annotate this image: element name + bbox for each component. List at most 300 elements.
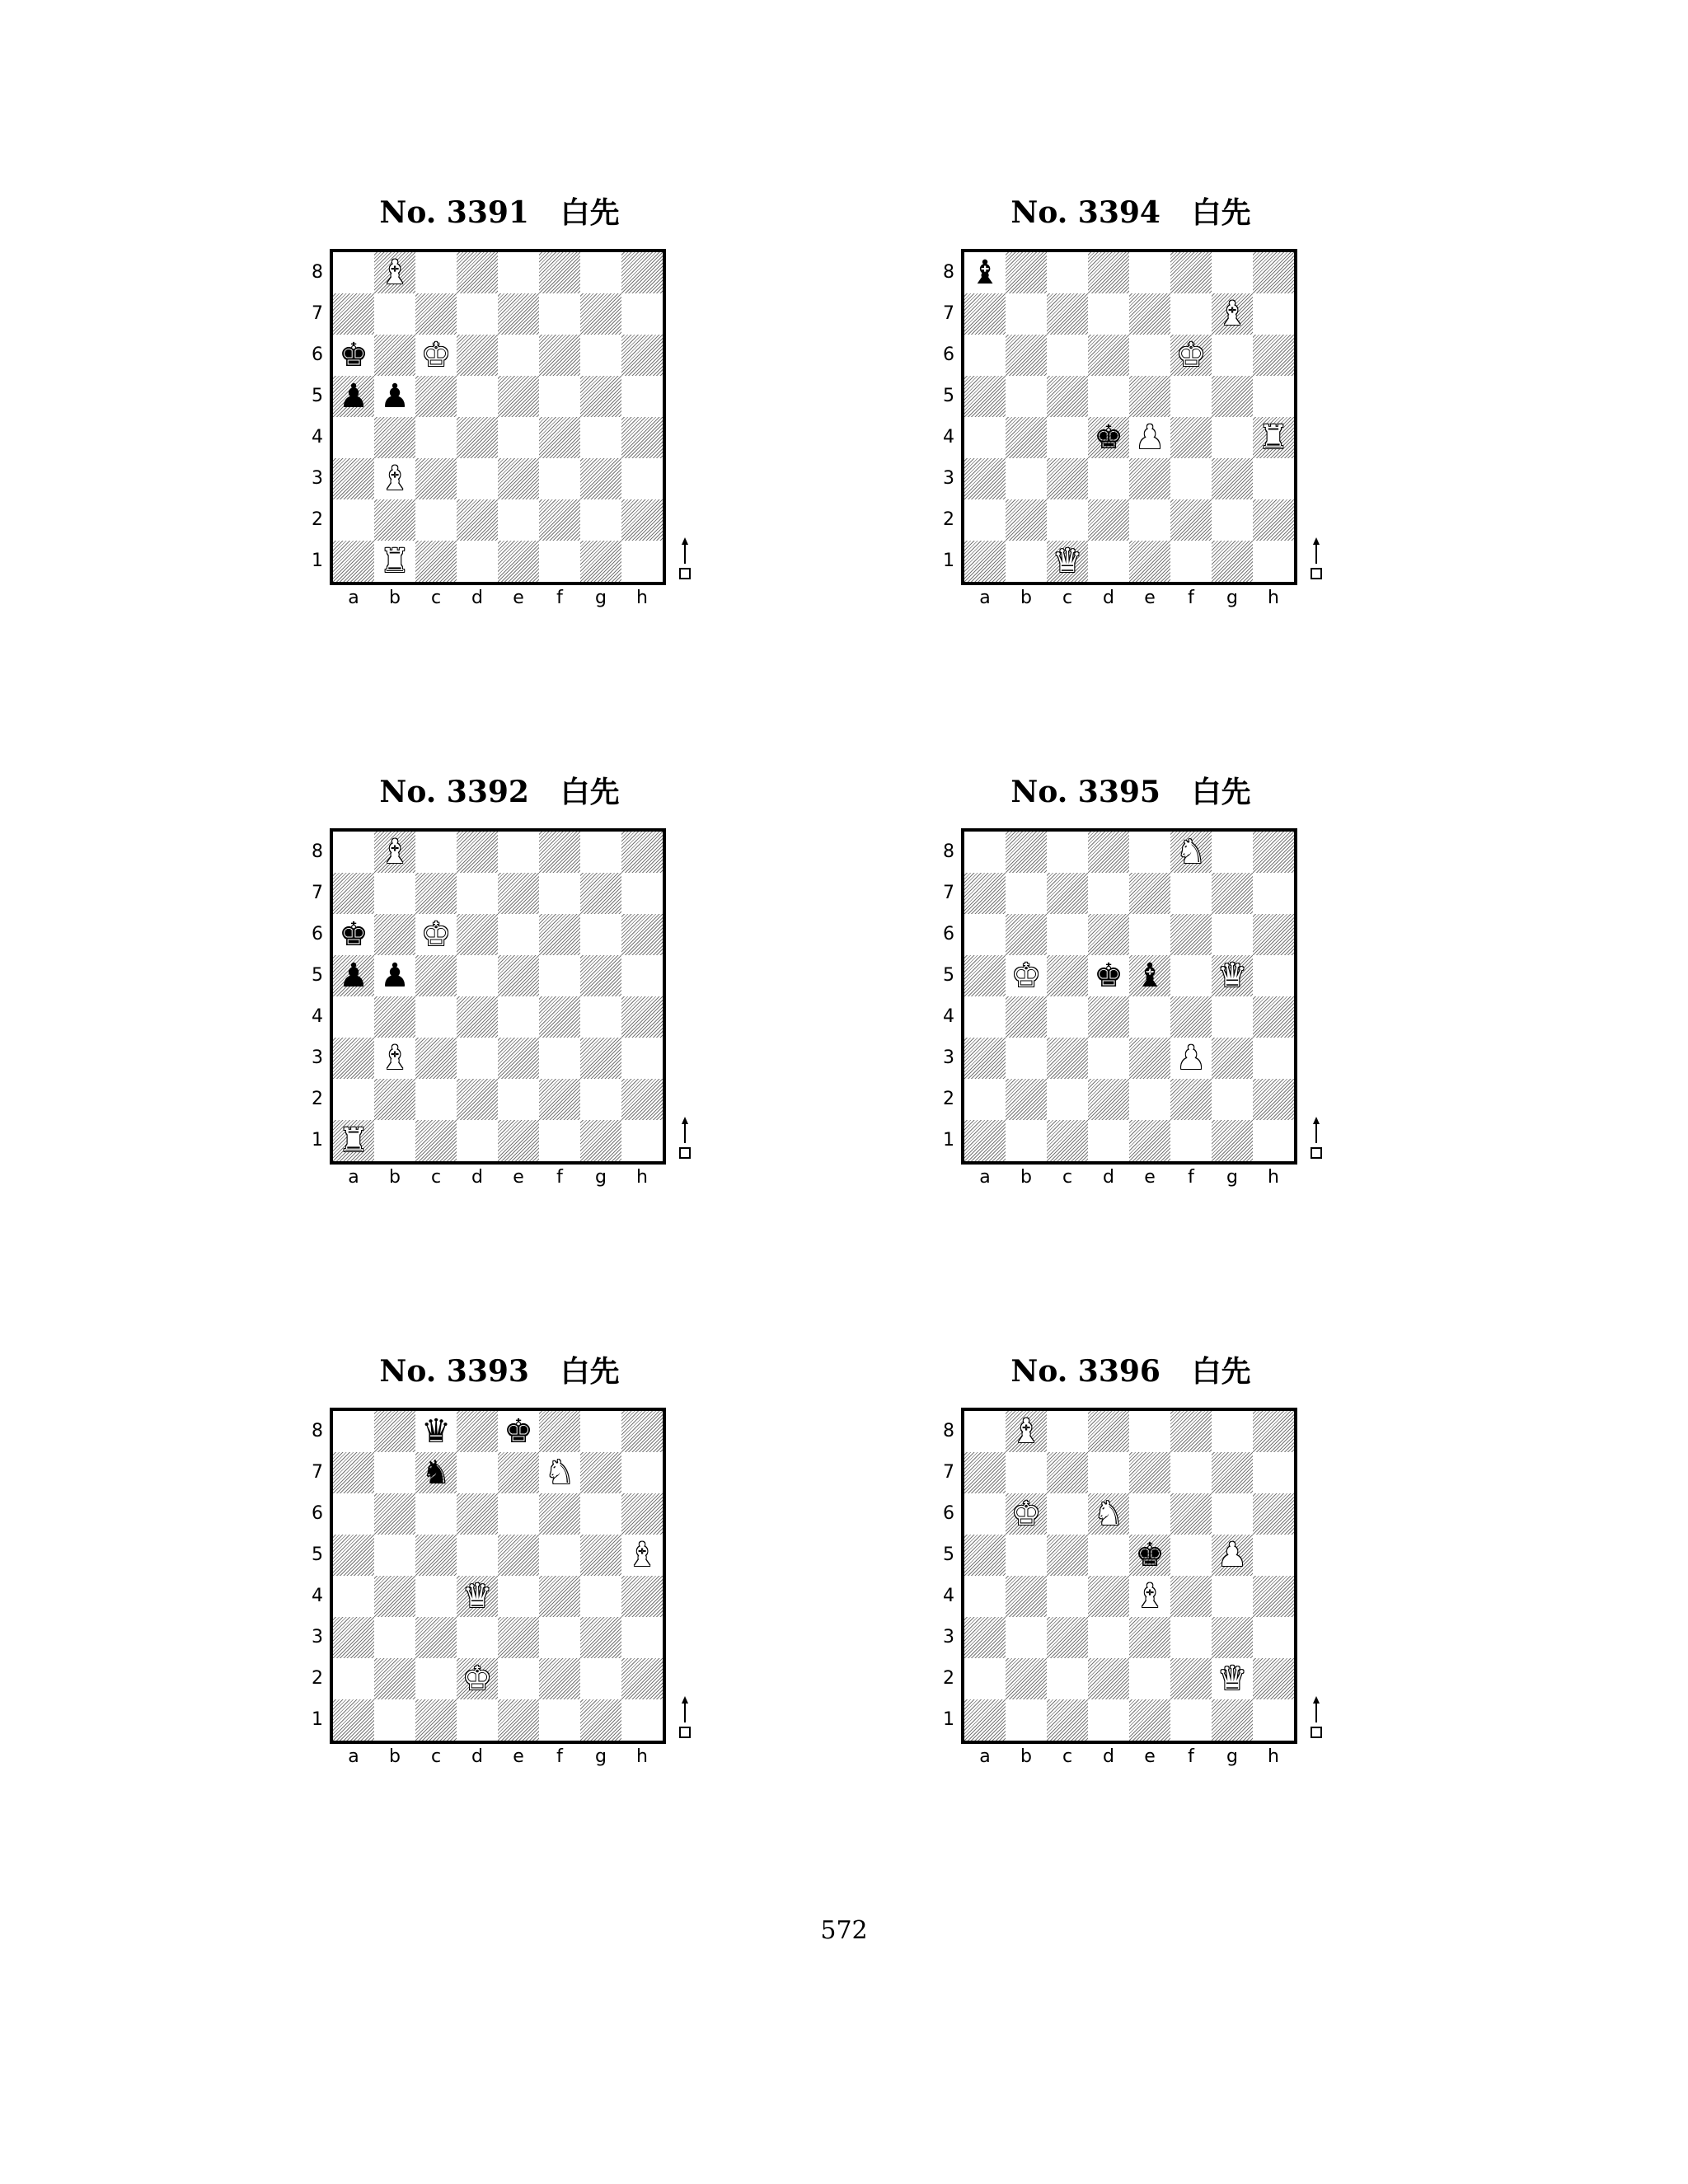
white-pawn-icon: ♟: [1135, 419, 1165, 457]
white-pawn-icon: ♟: [1176, 1039, 1206, 1077]
square-f4: [539, 1576, 580, 1617]
square-a8: [333, 1411, 374, 1452]
square-e3: [498, 1038, 539, 1079]
square-d8: [1088, 252, 1129, 293]
page-number: 572: [820, 1916, 868, 1945]
square-e1: [1129, 1120, 1170, 1161]
square-h3: [621, 458, 663, 499]
square-b1: [374, 1120, 415, 1161]
square-d1: [1088, 1120, 1129, 1161]
square-e5: [1129, 955, 1170, 996]
square-h6: [1253, 1493, 1294, 1535]
square-c5: [415, 1535, 457, 1576]
file-label: a: [348, 1167, 359, 1188]
rank-label: 7: [312, 1462, 323, 1483]
square-f1: [539, 541, 580, 582]
square-c6: [1047, 1493, 1088, 1535]
square-e5: [498, 955, 539, 996]
square-a3: [964, 1038, 1006, 1079]
square-h5: [621, 376, 663, 417]
problem-title: No. 3393 白先: [379, 1354, 620, 1389]
black-pawn-icon: ♟: [380, 957, 410, 995]
rank-label: 4: [943, 427, 954, 448]
rank-label: 5: [312, 965, 323, 986]
square-d3: [1088, 458, 1129, 499]
square-g1: [1212, 1120, 1253, 1161]
square-c2: [1047, 1079, 1088, 1120]
square-g8: [580, 832, 621, 873]
square-e3: [1129, 458, 1170, 499]
rank-label: 8: [943, 262, 954, 283]
square-c5: [415, 376, 457, 417]
square-d4: [1088, 1576, 1129, 1617]
problem-title: No. 3392 白先: [379, 775, 620, 809]
square-f3: [539, 1617, 580, 1658]
file-label: d: [471, 588, 483, 608]
white-rook-icon: ♜: [1259, 419, 1288, 457]
rank-label: 3: [312, 468, 323, 489]
square-d6: [457, 1493, 498, 1535]
file-label: d: [1103, 1167, 1114, 1188]
square-c4: [415, 996, 457, 1038]
file-label: b: [389, 1167, 401, 1188]
black-king-icon: ♚: [1094, 419, 1123, 457]
problem-title: No. 3395 白先: [1010, 775, 1251, 809]
white-rook-icon: ♜: [380, 542, 410, 580]
file-label: d: [1103, 588, 1114, 608]
square-e8: [498, 832, 539, 873]
file-label: h: [1268, 588, 1279, 608]
square-d4: [1088, 996, 1129, 1038]
square-f4: [1170, 1576, 1212, 1617]
square-d4: [457, 417, 498, 458]
square-e7: [498, 293, 539, 335]
rank-label: 6: [943, 1503, 954, 1524]
black-knight-icon: ♞: [421, 1454, 451, 1492]
square-e1: [1129, 541, 1170, 582]
square-c3: [415, 1617, 457, 1658]
square-c6: [415, 335, 457, 376]
square-f2: [1170, 1079, 1212, 1120]
rank-label: 4: [312, 427, 323, 448]
square-d3: [457, 1038, 498, 1079]
square-b2: [374, 1079, 415, 1120]
square-a7: [333, 1452, 374, 1493]
file-label: d: [471, 1167, 483, 1188]
rank-label: 8: [312, 262, 323, 283]
file-label: h: [1268, 1746, 1279, 1767]
file-label: a: [348, 1746, 359, 1767]
square-b4: [374, 417, 415, 458]
square-d6: [457, 335, 498, 376]
square-f8: [1170, 832, 1212, 873]
rank-label: 4: [312, 1586, 323, 1606]
rank-label: 8: [943, 841, 954, 862]
square-f3: [1170, 1617, 1212, 1658]
square-d6: [1088, 914, 1129, 955]
square-f6: [539, 335, 580, 376]
square-b6: [374, 914, 415, 955]
rank-label: 1: [312, 1709, 323, 1730]
square-e6: [498, 914, 539, 955]
square-f4: [539, 996, 580, 1038]
square-g6: [580, 335, 621, 376]
file-label: c: [1062, 1167, 1073, 1188]
rank-label: 2: [943, 509, 954, 530]
square-h6: [621, 914, 663, 955]
square-d2: [457, 499, 498, 541]
square-b4: [1006, 996, 1047, 1038]
square-g1: [580, 1699, 621, 1741]
square-a6: [333, 914, 374, 955]
file-label: e: [1144, 1167, 1156, 1188]
file-label: g: [595, 1746, 607, 1767]
square-f5: [539, 955, 580, 996]
square-c6: [415, 1493, 457, 1535]
square-b3: [1006, 1038, 1047, 1079]
white-king-icon: ♚: [1011, 957, 1041, 995]
square-b5: [1006, 376, 1047, 417]
square-b1: [1006, 541, 1047, 582]
square-b2: [1006, 499, 1047, 541]
square-d6: [457, 914, 498, 955]
file-label: b: [1020, 588, 1032, 608]
problem-3395: [943, 775, 1423, 1237]
square-a4: [333, 996, 374, 1038]
square-b1: [374, 541, 415, 582]
square-b1: [1006, 1699, 1047, 1741]
square-b5: [374, 1535, 415, 1576]
white-bishop-icon: ♝: [627, 1536, 657, 1574]
square-f8: [539, 252, 580, 293]
file-label: a: [979, 1746, 991, 1767]
square-f7: [1170, 293, 1212, 335]
square-g7: [580, 1452, 621, 1493]
problem-title: No. 3391 白先: [379, 195, 620, 230]
white-bishop-icon: ♝: [380, 254, 410, 292]
square-a5: [333, 376, 374, 417]
problem-title: No. 3396 白先: [1010, 1354, 1251, 1389]
square-g8: [1212, 252, 1253, 293]
square-c1: [1047, 1699, 1088, 1741]
rank-label: 1: [943, 551, 954, 571]
black-pawn-icon: ♟: [339, 377, 368, 415]
square-f3: [1170, 1038, 1212, 1079]
square-b8: [1006, 1411, 1047, 1452]
white-queen-icon: ♛: [462, 1577, 492, 1615]
square-d5: [1088, 1535, 1129, 1576]
square-e7: [498, 1452, 539, 1493]
problem-3391: [312, 195, 791, 658]
white-bishop-icon: ♝: [1011, 1413, 1041, 1451]
square-h2: [1253, 1658, 1294, 1699]
file-label: d: [471, 1746, 483, 1767]
square-g8: [1212, 832, 1253, 873]
square-a7: [333, 873, 374, 914]
black-king-icon: ♚: [504, 1413, 533, 1451]
square-e4: [498, 996, 539, 1038]
white-to-move-arrow-icon: [678, 1117, 692, 1161]
square-c7: [1047, 293, 1088, 335]
square-a6: [333, 335, 374, 376]
square-h2: [621, 1079, 663, 1120]
square-b2: [1006, 1079, 1047, 1120]
square-e1: [1129, 1699, 1170, 1741]
square-c7: [1047, 873, 1088, 914]
rank-label: 7: [312, 303, 323, 324]
square-h3: [1253, 1617, 1294, 1658]
square-f7: [539, 293, 580, 335]
square-d2: [1088, 1079, 1129, 1120]
square-h5: [1253, 376, 1294, 417]
square-g4: [580, 1576, 621, 1617]
square-a6: [964, 335, 1006, 376]
square-f1: [539, 1120, 580, 1161]
black-king-icon: ♚: [1094, 957, 1123, 995]
chess-board: [961, 1408, 1297, 1744]
square-a3: [964, 1617, 1006, 1658]
rank-label: 4: [943, 1586, 954, 1606]
square-c4: [415, 417, 457, 458]
square-g4: [1212, 996, 1253, 1038]
square-h1: [621, 541, 663, 582]
square-f6: [539, 1493, 580, 1535]
rank-label: 1: [943, 1130, 954, 1151]
white-king-icon: ♚: [462, 1660, 492, 1698]
file-label: a: [979, 1167, 991, 1188]
square-e6: [1129, 914, 1170, 955]
square-e4: [1129, 1576, 1170, 1617]
square-a1: [333, 1699, 374, 1741]
square-f2: [539, 499, 580, 541]
square-g3: [1212, 458, 1253, 499]
rank-label: 3: [312, 1047, 323, 1068]
rank-label: 6: [312, 344, 323, 365]
square-c1: [415, 541, 457, 582]
square-h6: [621, 1493, 663, 1535]
chess-board: [330, 1408, 666, 1744]
square-e2: [1129, 499, 1170, 541]
square-e8: [498, 252, 539, 293]
square-g1: [1212, 541, 1253, 582]
square-f2: [1170, 1658, 1212, 1699]
file-label: f: [556, 1167, 563, 1188]
square-a5: [964, 376, 1006, 417]
white-king-icon: ♚: [421, 336, 451, 374]
square-h7: [1253, 1452, 1294, 1493]
square-d3: [1088, 1038, 1129, 1079]
square-g1: [580, 1120, 621, 1161]
rank-label: 1: [943, 1709, 954, 1730]
square-a8: [333, 832, 374, 873]
square-c6: [415, 914, 457, 955]
square-e1: [498, 541, 539, 582]
black-pawn-icon: ♟: [380, 377, 410, 415]
square-d8: [457, 252, 498, 293]
white-to-move-arrow-icon: [1310, 1117, 1323, 1161]
square-b7: [374, 293, 415, 335]
square-a5: [333, 1535, 374, 1576]
file-label: d: [1103, 1746, 1114, 1767]
square-d6: [1088, 1493, 1129, 1535]
square-g6: [580, 1493, 621, 1535]
square-f6: [1170, 335, 1212, 376]
white-knight-icon: ♞: [545, 1454, 574, 1492]
square-g2: [1212, 499, 1253, 541]
file-label: h: [636, 588, 648, 608]
square-e8: [1129, 832, 1170, 873]
square-d7: [457, 293, 498, 335]
square-h7: [621, 1452, 663, 1493]
square-e6: [1129, 1493, 1170, 1535]
white-to-move-arrow-icon: [1310, 1696, 1323, 1741]
square-b8: [374, 252, 415, 293]
square-a2: [333, 1079, 374, 1120]
square-c2: [415, 499, 457, 541]
white-bishop-icon: ♝: [1135, 1577, 1165, 1615]
square-b6: [374, 335, 415, 376]
square-e4: [498, 417, 539, 458]
square-h1: [1253, 541, 1294, 582]
square-a3: [333, 1038, 374, 1079]
square-e2: [1129, 1079, 1170, 1120]
rank-label: 8: [312, 1421, 323, 1441]
square-f7: [1170, 873, 1212, 914]
square-d7: [457, 1452, 498, 1493]
square-g2: [580, 1079, 621, 1120]
square-c2: [415, 1079, 457, 1120]
square-h4: [1253, 417, 1294, 458]
square-a8: [333, 252, 374, 293]
square-d5: [1088, 955, 1129, 996]
square-g2: [1212, 1079, 1253, 1120]
square-d5: [457, 376, 498, 417]
white-rook-icon: ♜: [339, 1122, 368, 1160]
rank-label: 6: [943, 924, 954, 944]
square-a4: [964, 417, 1006, 458]
square-d4: [457, 996, 498, 1038]
square-g2: [580, 499, 621, 541]
square-c8: [415, 1411, 457, 1452]
square-d8: [457, 1411, 498, 1452]
square-h8: [1253, 252, 1294, 293]
square-g5: [1212, 955, 1253, 996]
square-b6: [1006, 914, 1047, 955]
square-f2: [539, 1079, 580, 1120]
rank-label: 7: [943, 1462, 954, 1483]
square-h6: [1253, 914, 1294, 955]
square-d2: [1088, 499, 1129, 541]
square-a7: [333, 293, 374, 335]
square-b4: [1006, 417, 1047, 458]
square-a5: [964, 955, 1006, 996]
square-f1: [1170, 1699, 1212, 1741]
square-d8: [1088, 832, 1129, 873]
square-a1: [964, 1120, 1006, 1161]
square-d1: [457, 1699, 498, 1741]
square-e4: [1129, 417, 1170, 458]
square-a1: [964, 1699, 1006, 1741]
square-g4: [580, 417, 621, 458]
square-b4: [1006, 1576, 1047, 1617]
square-f4: [1170, 417, 1212, 458]
file-label: e: [513, 1167, 524, 1188]
square-e6: [1129, 335, 1170, 376]
square-a4: [964, 1576, 1006, 1617]
square-a8: [964, 832, 1006, 873]
square-g3: [580, 458, 621, 499]
square-g8: [580, 1411, 621, 1452]
white-knight-icon: ♞: [1094, 1495, 1123, 1533]
square-h3: [1253, 1038, 1294, 1079]
square-e1: [498, 1699, 539, 1741]
square-c7: [415, 1452, 457, 1493]
rank-label: 6: [943, 344, 954, 365]
square-a3: [964, 458, 1006, 499]
square-c8: [1047, 1411, 1088, 1452]
square-h1: [621, 1120, 663, 1161]
white-bishop-icon: ♝: [1217, 295, 1247, 333]
square-g1: [580, 541, 621, 582]
square-h8: [621, 252, 663, 293]
square-e2: [498, 499, 539, 541]
square-g6: [1212, 335, 1253, 376]
square-d1: [457, 541, 498, 582]
square-e7: [498, 873, 539, 914]
square-e8: [498, 1411, 539, 1452]
black-king-icon: ♚: [339, 336, 368, 374]
square-c3: [415, 458, 457, 499]
square-d5: [1088, 376, 1129, 417]
square-f8: [1170, 252, 1212, 293]
black-bishop-icon: ♝: [1135, 957, 1165, 995]
square-h7: [621, 873, 663, 914]
file-label: a: [348, 588, 359, 608]
file-label: c: [430, 1746, 442, 1767]
square-e8: [1129, 1411, 1170, 1452]
square-c4: [1047, 1576, 1088, 1617]
square-f7: [539, 873, 580, 914]
rank-label: 6: [312, 924, 323, 944]
square-a7: [964, 873, 1006, 914]
square-h6: [1253, 335, 1294, 376]
rank-label: 5: [943, 965, 954, 986]
square-a7: [964, 293, 1006, 335]
square-h2: [1253, 499, 1294, 541]
file-label: h: [636, 1746, 648, 1767]
square-b1: [1006, 1120, 1047, 1161]
square-b3: [374, 458, 415, 499]
square-c3: [1047, 1038, 1088, 1079]
rank-label: 3: [943, 1627, 954, 1647]
square-a6: [333, 1493, 374, 1535]
square-a5: [964, 1535, 1006, 1576]
square-f5: [539, 376, 580, 417]
square-b4: [374, 1576, 415, 1617]
file-label: g: [1226, 588, 1238, 608]
square-d2: [1088, 1658, 1129, 1699]
square-a6: [964, 914, 1006, 955]
white-king-icon: ♚: [421, 916, 451, 954]
square-f3: [539, 458, 580, 499]
square-b5: [374, 955, 415, 996]
square-c4: [415, 1576, 457, 1617]
square-g5: [580, 376, 621, 417]
square-d7: [1088, 873, 1129, 914]
rank-label: 5: [312, 386, 323, 406]
square-c1: [1047, 541, 1088, 582]
file-label: c: [1062, 1746, 1073, 1767]
